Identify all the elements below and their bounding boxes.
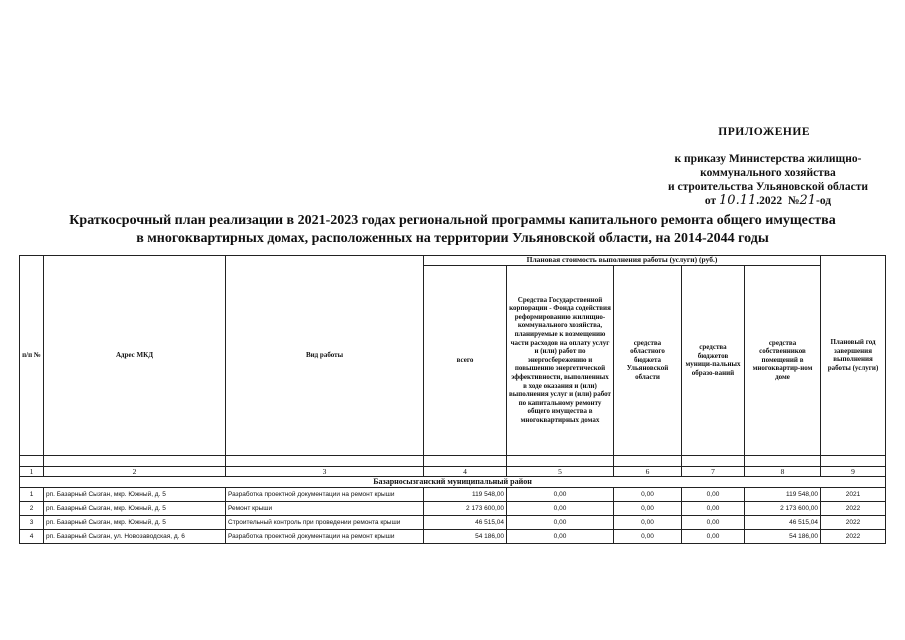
district-row — [20, 476, 886, 487]
row-regional: 0,00 — [614, 529, 682, 543]
row-municipal: 0,00 — [682, 515, 745, 529]
number-suffix: -од — [815, 195, 832, 207]
row-work: Разработка проектной документации на ремонт крыши — [226, 487, 424, 501]
row-fund: 0,00 — [507, 487, 614, 501]
row-regional: 0,00 — [614, 487, 682, 501]
table-row — [20, 487, 886, 501]
table-row — [20, 529, 886, 543]
title-line: Краткосрочный план реализации в 2021-2023 годах региональной программы капитального ремонта общего имущества — [69, 213, 836, 228]
handwritten-date: 10.11 — [719, 193, 757, 208]
header-municipal: средства бюджетов муници-пальных образо-ваний — [682, 265, 745, 455]
row-owners: 2 173 600,00 — [745, 501, 821, 515]
header-year: Плановый год завершения выполнения работы (услуги) — [821, 256, 886, 456]
header-regional: средства областного бюджета Ульяновской области — [614, 265, 682, 455]
order-date-line — [668, 194, 868, 208]
header-fund: Средства Государственной корпорации - Фонда содействия реформированию жилищно-коммунального хозяйства, планируемые к возмещению части расходов на оплату услуг и (или) работ по энергосбережению и повышению энергетической эффективности, выполненных в ходе оказания и (или) выполнения услуг и (или) работ по капитальному ремонту общего имущества в многоквартирных домах — [507, 265, 614, 455]
row-address: рп. Базарный Сызган, ул. Новозаводская, д. 6 — [44, 529, 226, 543]
order-line: коммунального хозяйства — [700, 167, 836, 179]
row-total: 54 186,00 — [424, 529, 507, 543]
order-reference — [668, 152, 868, 208]
row-address: рп. Базарный Сызган, мкр. Южный, д. 5 — [44, 487, 226, 501]
header-address: Адрес МКД — [44, 256, 226, 456]
row-num: 1 — [20, 487, 44, 501]
column-number: 4 — [424, 466, 507, 476]
column-number: 2 — [44, 466, 226, 476]
column-number: 9 — [821, 466, 886, 476]
row-num: 2 — [20, 501, 44, 515]
row-regional: 0,00 — [614, 501, 682, 515]
title-line: в многоквартирных домах, расположенных на территории Ульяновской области, на 2014-2044 годы — [136, 231, 769, 246]
row-municipal: 0,00 — [682, 487, 745, 501]
order-line: и строительства Ульяновской области — [667, 181, 868, 193]
header-work: Вид работы — [226, 256, 424, 456]
header-num: п/п № — [20, 256, 44, 456]
row-work: Разработка проектной документации на ремонт крыши — [226, 529, 424, 543]
row-year: 2022 — [821, 515, 886, 529]
row-municipal: 0,00 — [682, 501, 745, 515]
row-fund: 0,00 — [507, 515, 614, 529]
row-total: 2 173 600,00 — [424, 501, 507, 515]
date-year: .2022 — [756, 195, 783, 207]
row-work: Ремонт крыши — [226, 501, 424, 515]
appendix-heading: ПРИЛОЖЕНИЕ — [718, 126, 810, 138]
table-row — [20, 515, 886, 529]
row-owners: 54 186,00 — [745, 529, 821, 543]
row-municipal: 0,00 — [682, 529, 745, 543]
row-address: рп. Базарный Сызган, мкр. Южный, д. 5 — [44, 515, 226, 529]
date-prefix: от — [704, 195, 717, 207]
header-owners: средства собственников помещений в многоквартир-ном доме — [745, 265, 821, 455]
document-title — [20, 212, 885, 248]
row-owners: 119 548,00 — [745, 487, 821, 501]
plan-table — [19, 255, 886, 544]
column-number: 1 — [20, 466, 44, 476]
number-prefix: № — [787, 195, 800, 207]
table-row — [20, 501, 886, 515]
column-number-row — [20, 466, 886, 476]
row-regional: 0,00 — [614, 515, 682, 529]
row-year: 2022 — [821, 501, 886, 515]
row-fund: 0,00 — [507, 501, 614, 515]
handwritten-number: 21 — [799, 193, 816, 208]
row-owners: 46 515,04 — [745, 515, 821, 529]
column-number: 8 — [745, 466, 821, 476]
row-total: 46 515,04 — [424, 515, 507, 529]
row-fund: 0,00 — [507, 529, 614, 543]
header-total: всего — [424, 265, 507, 455]
district-name: Базарносызганский муниципальный район — [20, 476, 886, 487]
row-work: Строительный контроль при проведении ремонта крыши — [226, 515, 424, 529]
column-number: 6 — [614, 466, 682, 476]
order-line: к приказу Министерства жилищно- — [674, 153, 862, 165]
row-address: рп. Базарный Сызган, мкр. Южный, д. 5 — [44, 501, 226, 515]
header-spacer — [20, 455, 886, 466]
row-year: 2022 — [821, 529, 886, 543]
column-number: 7 — [682, 466, 745, 476]
column-number: 3 — [226, 466, 424, 476]
column-number: 5 — [507, 466, 614, 476]
row-num: 3 — [20, 515, 44, 529]
header-cost-group: Плановая стоимость выполнения работы (услуги) (руб.) — [424, 256, 821, 266]
row-num: 4 — [20, 529, 44, 543]
row-total: 119 548,00 — [424, 487, 507, 501]
row-year: 2021 — [821, 487, 886, 501]
